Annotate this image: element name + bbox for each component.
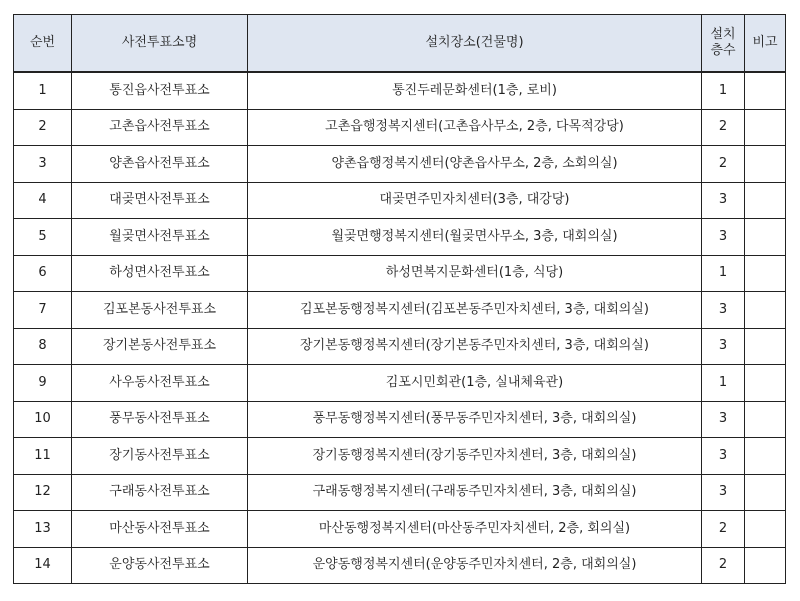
cell-no: 7 [14, 292, 72, 329]
cell-name: 장기동사전투표소 [72, 438, 248, 475]
cell-note [745, 547, 786, 584]
table-row [14, 109, 786, 146]
header-note: 비고 [745, 15, 786, 73]
cell-floor: 3 [702, 328, 745, 365]
cell-place: 김포본동행정복지센터(김포본동주민자치센터, 3층, 대회의실) [248, 292, 702, 329]
cell-name: 월곶면사전투표소 [72, 219, 248, 256]
cell-floor: 3 [702, 292, 745, 329]
cell-floor: 1 [702, 365, 745, 402]
cell-note [745, 219, 786, 256]
cell-no: 1 [14, 72, 72, 109]
cell-floor: 1 [702, 72, 745, 109]
table-row [14, 72, 786, 109]
cell-name: 대곶면사전투표소 [72, 182, 248, 219]
table-row [14, 146, 786, 183]
cell-place: 하성면복지문화센터(1층, 식당) [248, 255, 702, 292]
cell-note [745, 474, 786, 511]
cell-note [745, 109, 786, 146]
cell-note [745, 511, 786, 548]
cell-name: 구래동사전투표소 [72, 474, 248, 511]
cell-no: 3 [14, 146, 72, 183]
cell-floor: 2 [702, 146, 745, 183]
cell-no: 4 [14, 182, 72, 219]
table-row [14, 219, 786, 256]
cell-place: 장기동행정복지센터(장기동주민자치센터, 3층, 대회의실) [248, 438, 702, 475]
cell-no: 14 [14, 547, 72, 584]
cell-floor: 3 [702, 182, 745, 219]
table-body [14, 72, 786, 584]
cell-note [745, 146, 786, 183]
polling-station-table [13, 14, 786, 584]
cell-name: 고촌읍사전투표소 [72, 109, 248, 146]
header-name: 사전투표소명 [72, 15, 248, 73]
cell-place: 김포시민회관(1층, 실내체육관) [248, 365, 702, 402]
cell-name: 통진읍사전투표소 [72, 72, 248, 109]
cell-note [745, 182, 786, 219]
table-row [14, 547, 786, 584]
table-row [14, 438, 786, 475]
cell-note [745, 292, 786, 329]
header-row [14, 15, 786, 73]
cell-no: 10 [14, 401, 72, 438]
table-row [14, 401, 786, 438]
header-floor-line2: 층수 [710, 43, 736, 58]
cell-note [745, 365, 786, 402]
cell-place: 월곶면행정복지센터(월곶면사무소, 3층, 대회의실) [248, 219, 702, 256]
cell-note [745, 438, 786, 475]
cell-no: 5 [14, 219, 72, 256]
header-no: 순번 [14, 15, 72, 73]
cell-name: 운양동사전투표소 [72, 547, 248, 584]
cell-name: 마산동사전투표소 [72, 511, 248, 548]
cell-floor: 3 [702, 219, 745, 256]
cell-floor: 2 [702, 511, 745, 548]
cell-no: 2 [14, 109, 72, 146]
cell-floor: 2 [702, 547, 745, 584]
cell-no: 13 [14, 511, 72, 548]
cell-place: 양촌읍행정복지센터(양촌읍사무소, 2층, 소회의실) [248, 146, 702, 183]
cell-floor: 3 [702, 474, 745, 511]
cell-note [745, 328, 786, 365]
cell-note [745, 401, 786, 438]
cell-floor: 3 [702, 401, 745, 438]
table-row [14, 474, 786, 511]
header-floor-line1: 설치 [710, 27, 736, 42]
table-row [14, 292, 786, 329]
cell-no: 9 [14, 365, 72, 402]
cell-name: 양촌읍사전투표소 [72, 146, 248, 183]
table-row [14, 182, 786, 219]
table-row [14, 511, 786, 548]
cell-place: 장기본동행정복지센터(장기본동주민자치센터, 3층, 대회의실) [248, 328, 702, 365]
cell-place: 대곶면주민자치센터(3층, 대강당) [248, 182, 702, 219]
cell-no: 8 [14, 328, 72, 365]
cell-note [745, 255, 786, 292]
header-place: 설치장소(건물명) [248, 15, 702, 73]
cell-no: 6 [14, 255, 72, 292]
cell-name: 김포본동사전투표소 [72, 292, 248, 329]
cell-note [745, 72, 786, 109]
cell-no: 11 [14, 438, 72, 475]
polling-station-table-container [13, 14, 786, 584]
cell-place: 구래동행정복지센터(구래동주민자치센터, 3층, 대회의실) [248, 474, 702, 511]
table-header [14, 15, 786, 73]
cell-name: 하성면사전투표소 [72, 255, 248, 292]
cell-place: 통진두레문화센터(1층, 로비) [248, 72, 702, 109]
cell-name: 사우동사전투표소 [72, 365, 248, 402]
cell-floor: 1 [702, 255, 745, 292]
cell-no: 12 [14, 474, 72, 511]
cell-name: 풍무동사전투표소 [72, 401, 248, 438]
cell-name: 장기본동사전투표소 [72, 328, 248, 365]
table-row [14, 328, 786, 365]
cell-floor: 2 [702, 109, 745, 146]
cell-floor: 3 [702, 438, 745, 475]
cell-place: 마산동행정복지센터(마산동주민자치센터, 2층, 회의실) [248, 511, 702, 548]
table-row [14, 255, 786, 292]
cell-place: 고촌읍행정복지센터(고촌읍사무소, 2층, 다목적강당) [248, 109, 702, 146]
table-row [14, 365, 786, 402]
cell-place: 풍무동행정복지센터(풍무동주민자치센터, 3층, 대회의실) [248, 401, 702, 438]
cell-place: 운양동행정복지센터(운양동주민자치센터, 2층, 대회의실) [248, 547, 702, 584]
header-floor [702, 15, 745, 73]
